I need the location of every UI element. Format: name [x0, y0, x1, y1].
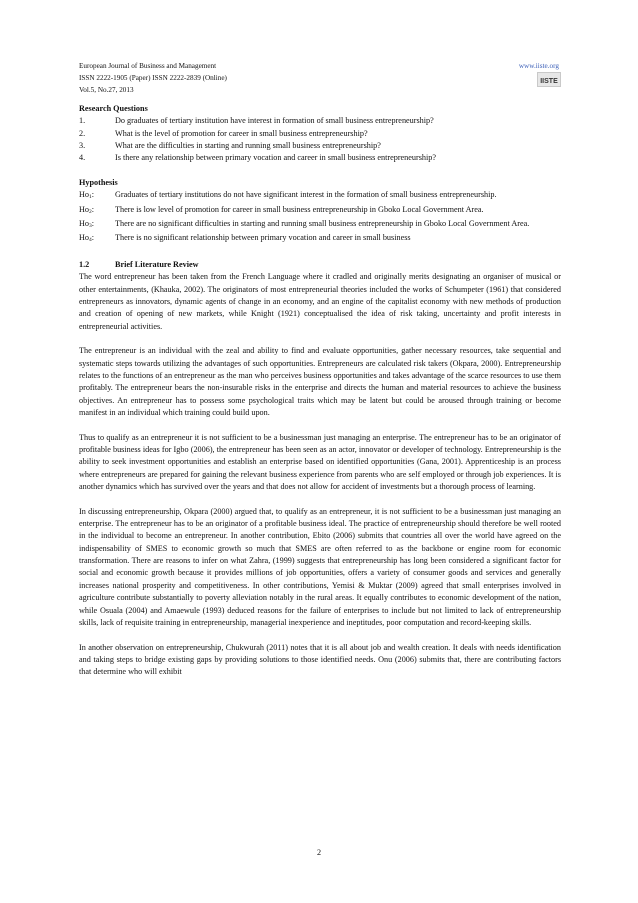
research-question-number: 4.	[79, 153, 86, 163]
section-number: 1.2	[79, 260, 90, 270]
research-question-text: What are the difficulties in starting and running small business entrepreneurship?	[115, 141, 381, 151]
hypothesis-text: There is low level of promotion for career in small business entrepreneurship in Gboko Local Government Area.	[115, 204, 484, 214]
hypothesis-item	[79, 218, 561, 232]
research-question-number: 2.	[79, 128, 86, 138]
body-paragraph: In another observation on entrepreneurship, Chukwurah (2011) notes that it is all about job and wealth creation. It deals with needs identification and taking steps to bridge existing gaps by providing solutions to those identified needs. Onu (2006) submits that, there are contributing factors that determine who will exhibit	[79, 642, 561, 677]
hypothesis-label: Ho1:	[79, 190, 95, 201]
running-header	[79, 60, 559, 97]
hypothesis-prefix: Ho	[79, 190, 90, 200]
hypothesis-item	[79, 189, 561, 203]
hypothesis-text: There are no significant difficulties in starting and running small business entrepreneurship in Gboko Local Government Area.	[115, 219, 530, 229]
research-question-item	[79, 115, 561, 127]
hypothesis-item	[79, 232, 561, 246]
hypothesis-heading: Hypothesis	[79, 178, 118, 188]
research-question-text: What is the level of promotion for career in small business entrepreneurship?	[115, 128, 368, 138]
hypothesis-label: Ho4:	[79, 233, 95, 244]
research-questions-list	[79, 115, 561, 164]
section-heading	[79, 259, 561, 271]
volume-line: Vol.5, No.27, 2013	[79, 86, 134, 95]
research-question-item	[79, 152, 561, 164]
hypothesis-text: Graduates of tertiary institutions do not have significant interest in the formation of small business entrepreneurship.	[115, 190, 497, 200]
research-question-item	[79, 140, 561, 152]
hypothesis-label: Ho3:	[79, 219, 95, 230]
hypothesis-subscript: 3	[89, 223, 92, 230]
journal-name: European Journal of Business and Management	[79, 62, 217, 70]
research-question-text: Do graduates of tertiary institution have interest in formation of small business entrepreneurship?	[115, 116, 434, 126]
hypothesis-label: Ho2:	[79, 204, 95, 215]
main-content	[79, 103, 561, 679]
hypothesis-text: There is no significant relationship between primary vocation and career in small business	[115, 233, 411, 243]
hypothesis-prefix: Ho	[79, 233, 90, 243]
hypothesis-subscript: 1	[89, 194, 92, 201]
hypothesis-subscript: 2	[89, 208, 92, 215]
research-question-number: 3.	[79, 141, 86, 151]
literature-review-body	[79, 271, 561, 678]
section-title: Brief Literature Review	[115, 260, 199, 270]
body-paragraph: Thus to qualify as an entrepreneur it is not sufficient to be a businessman just managing an enterprise. The entrepreneur has to be an originator of profitable business ideas for Igbo (2006), the entrepreneur has been seen as an actor, innovator or developer of technology. Entrepreneurship is the ability to seek investment opportunities and establish an enterprise based on identified opportunities (Gana, 2001). Apprenticeship is an process where entrepreneurs are prepared for gaining the relevant business experience from parents who are self employed or through job experiences. It is another dynamics which has survived over the years and that does not allow for accident of investments but a thorough process of learning.	[79, 432, 561, 492]
hypothesis-prefix: Ho	[79, 204, 90, 214]
research-questions-heading: Research Questions	[79, 104, 148, 113]
iiste-logo-icon: IISTE	[537, 72, 561, 87]
hypothesis-prefix: Ho	[79, 219, 90, 229]
research-question-item	[79, 128, 561, 140]
body-paragraph: The entrepreneur is an individual with the zeal and ability to find and evaluate opportunities, gather necessary resources, take sequential and systematic steps towards utilizing the advantages of such opportunities. Entrepreneurs are calculated risk takers (Okpara, 2000). Entrepreneurship relates to the functions of an entrepreneur as the man who perceives business opportunities and takes advantage of the scarce resources to use them profitably. The entrepreneur bears the non-insurable risks in the enterprise and directs the human and material resources to achieve the business objectives. An entrepreneur has to possess some psychological traits which may be latent but could be aroused through training or become manifest in an individual which training could build upon.	[79, 346, 561, 418]
hypothesis-list	[79, 189, 561, 246]
hypothesis-subscript: 4	[89, 237, 92, 244]
page-number: 2	[316, 848, 322, 857]
research-question-number: 1.	[79, 116, 86, 126]
body-paragraph: In discussing entrepreneurship, Okpara (2000) argued that, to qualify as an entrepreneur, it is not sufficient to be a businessman just managing an enterprise. The entrepreneur has to be an originator of a profitable business ideal. The practice of entrepreneurship should therefore be well rooted in the individual to become an entrepreneur. In another contribution, Ebito (2006) submits that countries all over the world have agreed on the indispensability of SMES to economic growth so much that SMES are often referred to as the backbone or engine room for economic transformation. There are reasons to infer on what Zahra, (1999) suggests that entrepreneurship has long been considered a significant factor for social and economic growth because it provides millions of job opportunities, offers a variety of consumer goods and services and generally increases national prosperity and competitiveness. In other contributions, Yemisi & Muktar (2009) agreed that small enterprises involved in agriculture contribute substantially to poverty alleviation notably in the rural areas. It equally contributes to economic development of the nation, while Osuala (2004) and Amaewule (1993) deduced reasons for the failure of enterprises to include but not limited to lack of entrepreneurship skills, lack of requisite training in entrepreneurship, managerial inexperience and ineptitudes, poor computation and record-keeping skills.	[79, 506, 561, 627]
body-paragraph: The word entrepreneur has been taken from the French Language where it cradled and originally merits designating an organiser of musical or other entertainments, (Khauka, 2002). The originators of most entrepreneurial theories included the works of Schumpeter (1961) that considered entrepreneurs as innovators, dynamic agents of change in an economy, and an engine of the capitalist economy with new methods of production and creation of opening of new markets, while Knight (1921) conceptualised the idea of risk taking, uncertainty and profit interests in entrepreneurial activities.	[79, 272, 561, 331]
hypothesis-item	[79, 204, 561, 218]
journal-url-link[interactable]: www.iiste.org	[518, 62, 559, 70]
issn-line: ISSN 2222-1905 (Paper) ISSN 2222-2839 (Online)	[79, 74, 227, 83]
research-question-text: Is there any relationship between primary vocation and career in small business entrepreneurship?	[115, 153, 437, 163]
